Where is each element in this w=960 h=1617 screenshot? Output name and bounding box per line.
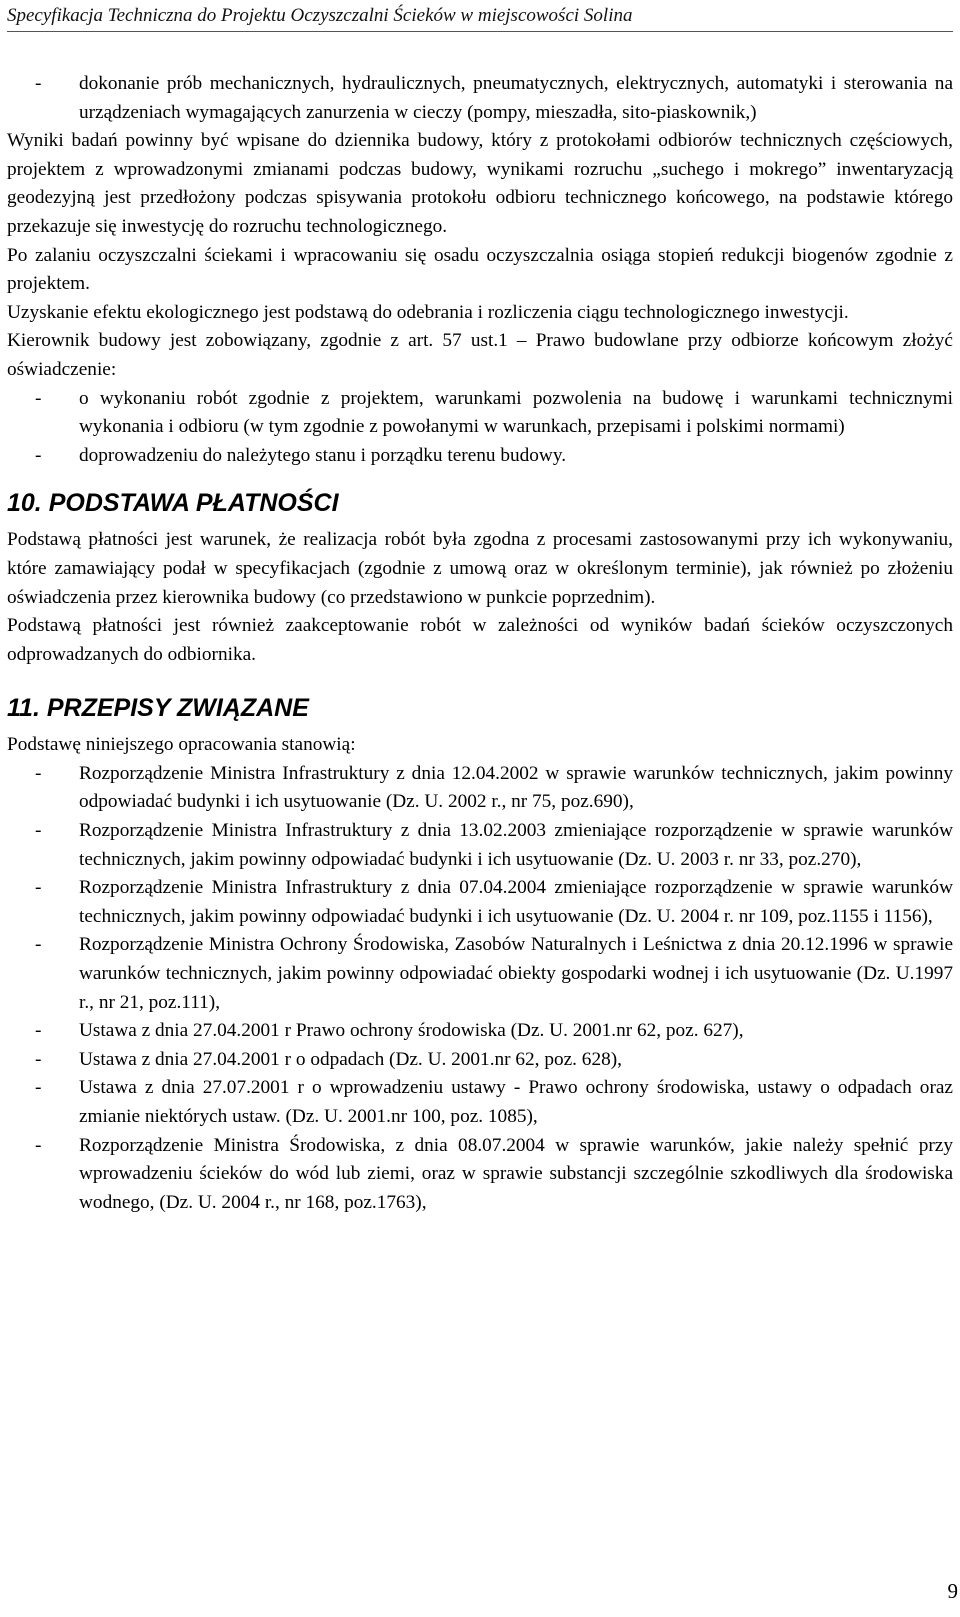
paragraph: Uzyskanie efektu ekologicznego jest podstawą do odebrania i rozliczenia ciągu technologicznego inwestycji.: [7, 301, 849, 323]
list-item: [7, 760, 953, 817]
list-item: [7, 1074, 953, 1131]
regulations-list: [7, 760, 953, 1218]
list-item-text: Rozporządzenie Ministra Środowiska, z dnia 08.07.2004 w sprawie warunków, jakie należy spełnić przy wprowadzeniu ścieków do wód lub ziemi, oraz w sprawie substancji szczególnie szkodliwych dla środowiska wodnego, (Dz. U. 2004 r., nr 168, poz.1763),: [79, 1134, 953, 1213]
paragraph: Podstawę niniejszego opracowania stanowią:: [7, 734, 356, 756]
list-item-text: Ustawa z dnia 27.04.2001 r o odpadach (Dz. U. 2001.nr 62, poz. 628),: [79, 1048, 622, 1070]
intro-list: [7, 70, 953, 127]
list-item: [7, 1046, 953, 1075]
running-header: Specyfikacja Techniczna do Projektu Oczyszczalni Ścieków w miejscowości Solina: [7, 3, 953, 32]
declaration-list: [7, 385, 953, 471]
list-item-text: doprowadzeniu do należytego stanu i porządku terenu budowy.: [79, 444, 567, 466]
paragraph: Wyniki badań powinny być wpisane do dziennika budowy, który z protokołami odbiorów technicznych częściowych, projektem z wprowadzonymi zmianami podczas budowy, wynikami rozruchu „suchego i mokrego” inwentaryzacją geodezyjną jest przedłożony podczas spisywania protokołu odbioru technicznego końcowego, na podstawie którego przekazuje się inwestycję do rozruchu technologicznego.: [7, 130, 953, 237]
dash-bullet: -: [35, 934, 42, 956]
dash-bullet: -: [35, 1020, 42, 1042]
list-item: [7, 385, 953, 442]
paragraph: Po zalaniu oczyszczalni ściekami i wpracowaniu się osadu oczyszczalnia osiąga stopień redukcji biogenów zgodnie z projektem.: [7, 244, 953, 295]
page-content: [7, 70, 953, 1217]
dash-bullet: -: [35, 444, 42, 466]
list-item: [7, 817, 953, 874]
list-item: [7, 1017, 953, 1046]
section-heading-11: 11. PRZEPISY ZWIĄZANE: [7, 694, 309, 723]
page-number: 9: [947, 1579, 958, 1603]
list-item: [7, 931, 953, 1017]
list-item: [7, 874, 953, 931]
dash-bullet: -: [35, 877, 42, 899]
paragraph: Podstawą płatności jest warunek, że realizacja robót była zgodna z procesami zastosowanymi przy ich wykonywaniu, które zamawiający podał w specyfikacjach (zgodnie z umową oraz w określonym terminie), jak również po złożeniu oświadczenia przez kierownika budowy (co przedstawiono w punkcie poprzednim).: [7, 529, 953, 608]
dash-bullet: -: [35, 1048, 42, 1070]
list-item: [7, 70, 953, 127]
list-item-text: Rozporządzenie Ministra Ochrony Środowiska, Zasobów Naturalnych i Leśnictwa z dnia 20.12.1996 w sprawie warunków technicznych, jakim powinny odpowiadać obiekty gospodarki wodnej i ich usytuowanie (Dz. U.1997 r., nr 21, poz.111),: [79, 934, 953, 1013]
paragraph: Podstawą płatności jest również zaakceptowanie robót w zależności od wyników badań ścieków oczyszczonych odprowadzanych do odbiornika.: [7, 615, 953, 665]
dash-bullet: -: [35, 387, 42, 409]
list-item: [7, 442, 953, 471]
section-heading-10: 10. PODSTAWA PŁATNOŚCI: [7, 489, 339, 518]
list-item: [7, 1132, 953, 1218]
list-item-text: Rozporządzenie Ministra Infrastruktury z dnia 12.04.2002 w sprawie warunków technicznych, jakim powinny odpowiadać budynki i ich usytuowanie (Dz. U. 2002 r., nr 75, poz.690),: [79, 762, 953, 813]
list-item-text: Ustawa z dnia 27.07.2001 r o wprowadzeniu ustawy - Prawo ochrony środowiska, ustawy o odpadach oraz zmianie niektórych ustaw. (Dz. U. 2001.nr 100, poz. 1085),: [79, 1077, 953, 1127]
dash-bullet: -: [35, 73, 42, 94]
dash-bullet: -: [35, 820, 42, 842]
list-item-text: dokonanie prób mechanicznych, hydraulicznych, pneumatycznych, elektrycznych, automatyki i sterowania na urządzeniach wymagających zanurzenia w cieczy (pompy, mieszadła, sito-piaskownik,): [79, 73, 953, 123]
list-item-text: o wykonaniu robót zgodnie z projektem, warunkami pozwolenia na budowę i warunkami technicznymi wykonania i odbioru (w tym zgodnie z powołanymi w warunkach, przepisami i polskimi normami): [79, 387, 953, 438]
dash-bullet: -: [35, 762, 42, 784]
list-item-text: Rozporządzenie Ministra Infrastruktury z dnia 07.04.2004 zmieniające rozporządzenie w sprawie warunków technicznych, jakim powinny odpowiadać budynki i ich usytuowanie (Dz. U. 2004 r. nr 109, poz.1155 i 1156),: [79, 877, 953, 927]
dash-bullet: -: [35, 1134, 42, 1156]
list-item-text: Rozporządzenie Ministra Infrastruktury z dnia 13.02.2003 zmieniające rozporządzenie w sprawie warunków technicznych, jakim powinny odpowiadać budynki i ich usytuowanie (Dz. U. 2003 r. nr 33, poz.270),: [79, 820, 953, 870]
list-item-text: Ustawa z dnia 27.04.2001 r Prawo ochrony środowiska (Dz. U. 2001.nr 62, poz. 627),: [79, 1020, 744, 1042]
dash-bullet: -: [35, 1077, 42, 1099]
paragraph: Kierownik budowy jest zobowiązany, zgodnie z art. 57 ust.1 – Prawo budowlane przy odbiorze końcowym złożyć oświadczenie:: [7, 330, 953, 380]
